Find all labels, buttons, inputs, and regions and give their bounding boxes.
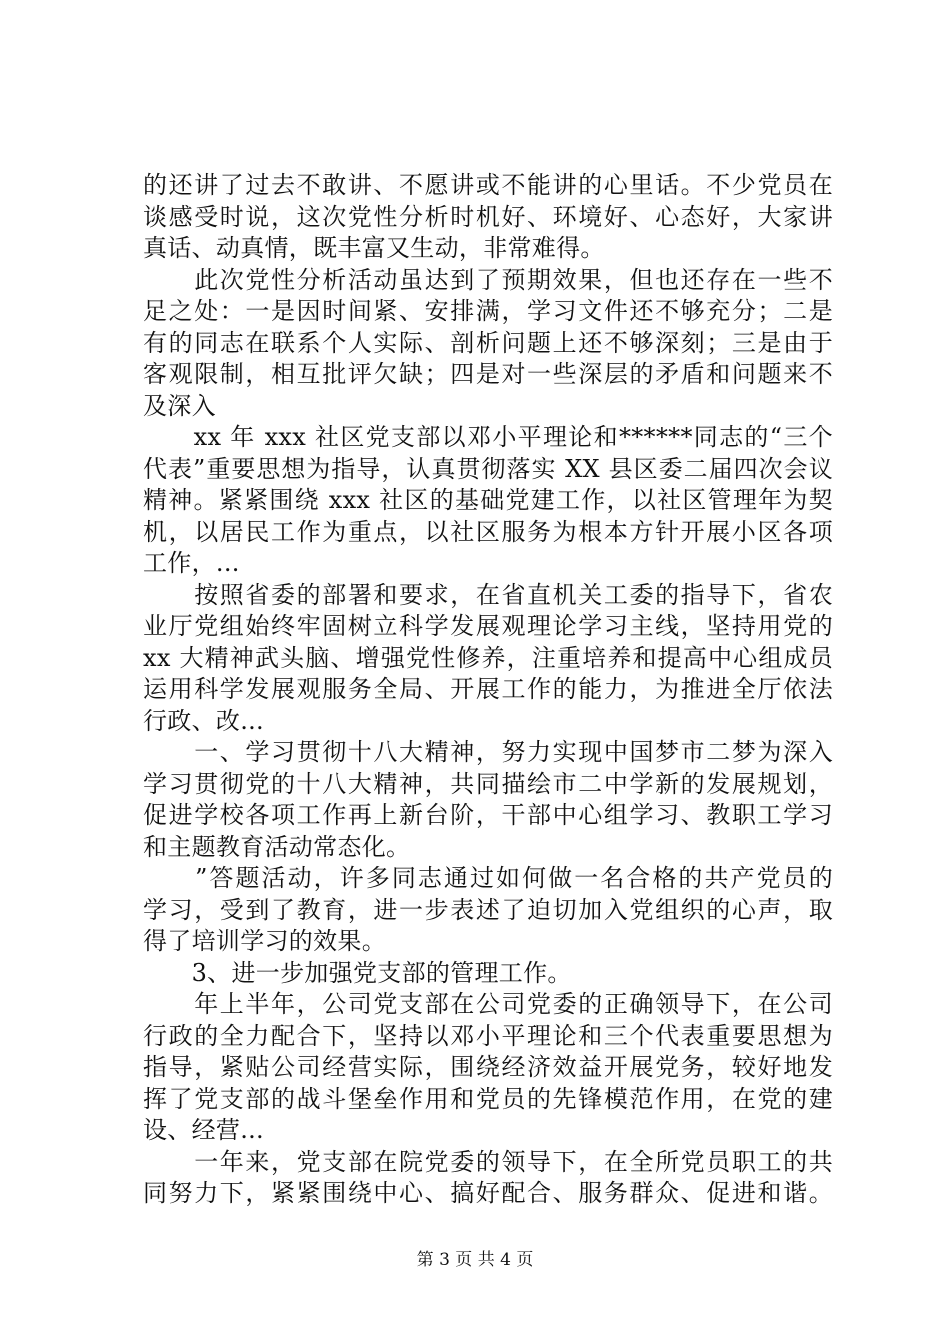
text-line: 代表”重要思想为指导，认真贯彻落实 XX 县区委二届四次会议	[143, 454, 833, 483]
text-line: 精神。紧紧围绕 xxx 社区的基础党建工作，以社区管理年为契	[143, 486, 833, 514]
text-line: 机，以居民工作为重点，以社区服务为根本方针开展小区各项	[143, 517, 833, 546]
text-line: 指导，紧贴公司经营实际，围绕经济效益开展党务，较好地发	[143, 1053, 833, 1081]
text-line: 工作，...	[143, 549, 240, 577]
text-line: 按照省委的部署和要求，在省直机关工委的指导下，省农	[143, 580, 833, 609]
text-line: 及深入	[143, 391, 216, 420]
text-line: 客观限制，相互批评欠缺；四是对一些深层的矛盾和问题来不	[143, 360, 833, 388]
text-line: xx 大精神武头脑、增强党性修养，注重培养和提高中心组成员	[143, 643, 833, 672]
text-line: 此次党性分析活动虽达到了预期效果，但也还存在一些不	[143, 265, 833, 294]
text-line: xx 年 xxx 社区党支部以邓小平理论和******同志的“三个	[143, 423, 833, 451]
text-line: 得了培训学习的效果。	[143, 927, 386, 955]
text-line: 3、进一步加强党支部的管理工作。	[143, 958, 572, 987]
text-line: 足之处：一是因时间紧、安排满，学习文件还不够充分；二是	[143, 297, 833, 325]
text-line: 设、经营...	[143, 1116, 264, 1144]
text-line: 学习，受到了教育，进一步表述了迫切加入党组织的心声，取	[143, 895, 833, 924]
text-line: 行政、改...	[143, 706, 264, 735]
text-line: 真话、动真情，既丰富又生动，非常难得。	[143, 234, 605, 262]
text-line: 的还讲了过去不敢讲、不愿讲或不能讲的心里话。不少党员在	[143, 171, 833, 199]
text-line: 一年来，党支部在院党委的领导下，在全所党员职工的共	[143, 1147, 833, 1176]
text-line: 学习贯彻党的十八大精神，共同描绘市二中学新的发展规划，	[143, 769, 833, 798]
document-body	[143, 170, 833, 1210]
text-line: ”答题活动，许多同志通过如何做一名合格的共产党员的	[143, 864, 833, 892]
text-line: 挥了党支部的战斗堡垒作用和党员的先锋模范作用，在党的建	[143, 1084, 833, 1113]
text-line: 同努力下，紧紧围绕中心、搞好配合、服务群众、促进和谐。	[143, 1179, 833, 1207]
text-line: 运用科学发展观服务全局、开展工作的能力，为推进全厅依法	[143, 675, 833, 703]
text-line: 年上半年，公司党支部在公司党委的正确领导下，在公司	[143, 990, 833, 1018]
text-line: 有的同志在联系个人实际、剖析问题上还不够深刻；三是由于	[143, 328, 833, 357]
text-line: 业厅党组始终牢固树立科学发展观理论学习主线，坚持用党的	[143, 612, 833, 640]
text-line: 谈感受时说，这次党性分析时机好、环境好、心态好，大家讲	[143, 202, 833, 231]
text-line: 一、学习贯彻十八大精神，努力实现中国梦市二梦为深入	[143, 738, 833, 766]
text-line: 和主题教育活动常态化。	[143, 832, 411, 861]
text-line: 促进学校各项工作再上新台阶，干部中心组学习、教职工学习	[143, 801, 833, 829]
page-footer: 第 3 页 共 4 页	[416, 1250, 534, 1270]
text-line: 行政的全力配合下，坚持以邓小平理论和三个代表重要思想为	[143, 1021, 833, 1050]
